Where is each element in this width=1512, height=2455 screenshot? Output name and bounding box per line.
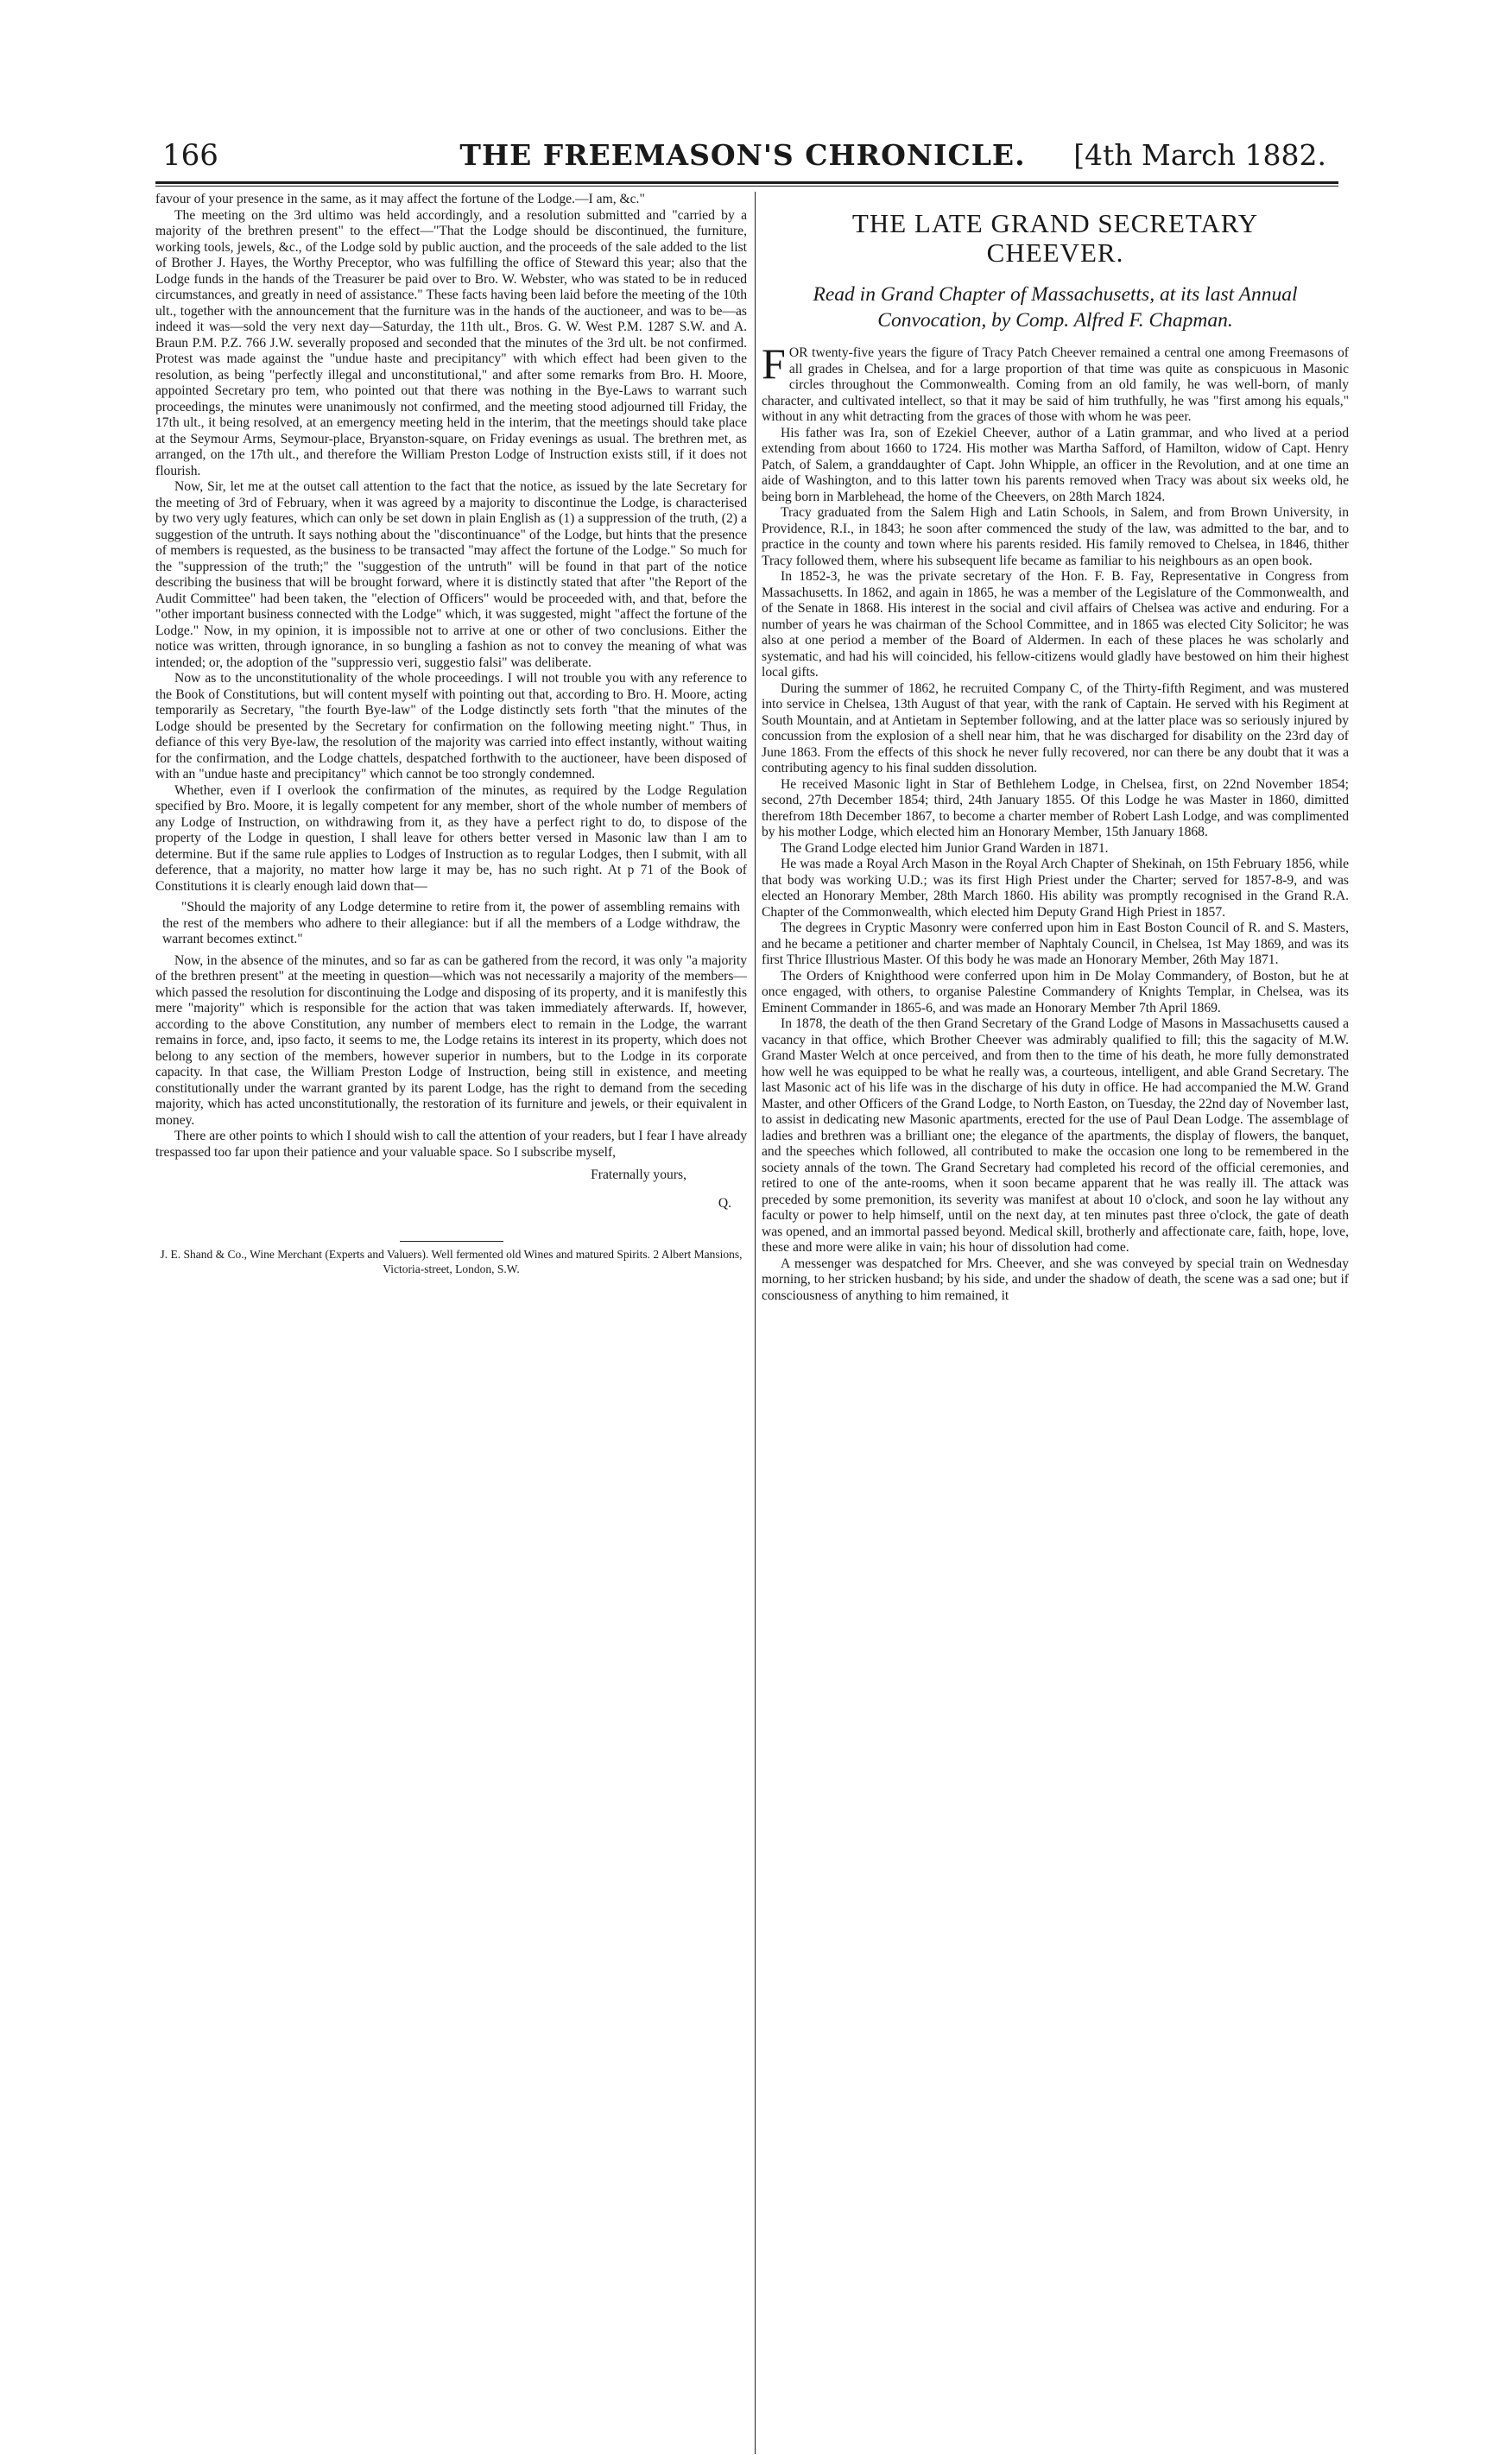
letter-signoff: Fraternally yours,	[591, 1167, 686, 1182]
letter-paragraph: Whether, even if I overlook the confirmation of the minutes, as required by the Lodge Regulation specified by Bro. Moore, it is legally competent for any member, short of the whole number of members of any Lodge of Instruction, on withdrawing from it, as they have a perfect right to do, to dispose of the property of the Lodge in question, I shall leave for others better versed in Masonic law than I am to determine. But if the same rule applies to Lodges of Instruction as to regular Lodges, then I submit, with all deference, that a majority, no matter how large it may be, has no such right. At p 71 of the Book of Constitutions it is clearly enough laid down that—	[155, 782, 747, 894]
letter-paragraph: The meeting on the 3rd ultimo was held accordingly, and a resolution submitted and "carried by a majority of the brethren present" to the effect—"That the Lodge should be discontinued, the furniture, working tools, jewels, &c., of the Lodge sold by public auction, and the proceeds of the sale added to the list of Brother J. Hayes, the Worthy Preceptor, who was fulfilling the office of Steward this year; also that the Lodge funds in the hands of the Treasurer be paid over to Bro. W. Webster, who was stated to be in reduced circumstances, and greatly in need of assistance." These facts having been laid before the meeting of the 10th ult., together with the announcement that the furniture was in the hands of the auctioneer, and was to be—as indeed it was—sold the very next day—Saturday, the 11th ult., Bros. G. W. West P.M. 1287 S.W. and A. Braun P.M. P.Z. 766 J.W. severally proposed and seconded that the minutes of the 3rd ult. be not confirmed. Protest was made against the "undue haste and precipitancy" with which effect had been given to the resolution, as being "perfectly illegal and unconstitutional," and after some remarks from Bro. H. Moore, appointed Secretary pro tem, who pointed out that there was nothing in the Bye-Laws to warrant such proceedings, the minutes were unanimously not confirmed, and the meeting stood adjourned till Friday, the 17th ult., it being resolved, at an emergency meeting held in the interim, that the meetings should take place at the Seymour Arms, Seymour-place, Bryanston-square, on Friday evenings as usual. The brethren met, as arranged, on the 17th ult., and therefore the William Preston Lodge of Instruction exists still, if it does not flourish.	[155, 207, 747, 478]
article-paragraph	[762, 339, 1349, 426]
drop-cap: F	[762, 339, 786, 388]
letter-initial: Q.	[718, 1195, 731, 1211]
letter-paragraph: Now as to the unconstitutionality of the whole proceedings. I will not trouble you with any reference to the Book of Constitutions, but will content myself with pointing out that, according to Bro. H. Moore, acting temporarily as Secretary, "the fourth Bye-law" of the Lodge distinctly sets forth "that the minutes of the Lodge should be presented by the Secretary for confirmation on the following meeting night." Thus, in defiance of this very Bye-law, the resolution of the majority was carried into effect instantly, without waiting for the confirmation, and the Lodge chattels, despatched forthwith to the auctioneer, have been disposed of with an "undue haste and precipitancy" which cannot be too strongly condemned.	[155, 671, 747, 781]
right-column	[762, 193, 1349, 1304]
letter-paragraph: Now, Sir, let me at the outset call attention to the fact that the notice, as issued by the late Secretary for the meeting of 3rd of February, when it was agreed by a majority to discontinue the Lodge, is characterised by two very ugly features, which can only be set down in plain English as (1) a suppression of the truth, (2) a suggestion of the untruth. It says nothing about the "discontinuance" of the Lodge, but hints that the presence of members is requested, as the business to be transacted "may affect the fortune of the Lodge." So much for the "suppression of the truth;" the "suggestion of the untruth" will be found in that part of the notice describing the business that will be brought forward, where it is distinctly stated that after "the Report of the Audit Committee" had been taken, the "election of Officers" would be proceeded with, and that, before the "other important business connected with the Lodge" which, it was suggested, might "affect the fortune of the Lodge." Now, in my opinion, it is impossible not to arrive at one or other of two conclusions. Either the notice was written, through ignorance, in so bungling a fashion as not to convey the meaning of what was intended; or, the adoption of the "suppressio veri, suggestio falsi" was deliberate.	[155, 479, 747, 670]
header-rule	[155, 181, 1338, 184]
header-rule-thin	[155, 186, 1338, 187]
article-paragraph: Tracy graduated from the Salem High and Latin Schools, in Salem, and from Brown University, in Providence, R.I., in 1843; he soon after commenced the study of the law, was admitted to the bar, and to practice in the county and town where his parents resided. His family removed to Chelsea, in 1846, thither Tracy followed them, where his subsequent life became as familiar to his neighbours as an open book.	[762, 505, 1349, 568]
article-subtitle: Read in Grand Chapter of Massachusetts, at its last Annual Convocation, by Comp. Alfred F. Chapman.	[813, 283, 1298, 332]
article-title	[762, 209, 1349, 268]
article-paragraph: He was made a Royal Arch Mason in the Royal Arch Chapter of Shekinah, on 15th February 1856, while that body was working U.D.; was its first High Priest under the Charter; served for 1857-8-9, and was elected an Honorary Member, 28th March 1860. His ability was promptly recognised in the Grand R.A. Chapter of the Commonwealth, which elected him Deputy Grand High Priest in 1857.	[762, 857, 1349, 920]
letter-paragraph: There are other points to which I should wish to call the attention of your readers, but I fear I have already trespassed too far upon their patience and your valuable space. So I subscribe myself,	[155, 1129, 747, 1160]
constitution-quote: "Should the majority of any Lodge determine to retire from it, the power of assembling remains with the rest of the members who adhere to their allegiance: but if all the members of a Lodge withdraw, the warrant becomes extinct."	[162, 900, 740, 946]
article-first-text: OR twenty-five years the figure of Tracy Patch Cheever remained a central one among Freemasons of all grades in Chelsea, and for a large proportion of that time was quite as conspicuous in Masonic circles throughout the Commonwealth. Coming from an old family, he was well-born, of manly character, and cultivated intellect, so that it may be said of him truthfully, he was "first among his equals," without in any whit detracting from the graces of those with whom he was peer.	[762, 345, 1349, 424]
left-column	[155, 192, 747, 1276]
letter-paragraph: Now, in the absence of the minutes, and so far as can be gathered from the record, it was only "a majority of the brethren present" at the meeting in question—which was not necessarily a majority of the members—which passed the resolution for discontinuing the Lodge and disposing of its property, and it is manifestly this mere "majority" which is responsible for the action that was taken immediately afterwards. If, however, according to the above Constitution, any number of members elect to remain in the Lodge, the warrant remains in force, and, ipso facto, it seems to me, the Lodge retains its interest in its property, which does not belong to any section of the members, however superior in numbers, but to the Lodge in its corporate capacity. In that case, the William Preston Lodge of Instruction, being still in existence, and meeting constitutionally under the warrant granted by its parent Lodge, has the right to demand from the seceding majority, which has acted unconstitutionally, the restoration of its furniture and jewels, or their equivalent in money.	[155, 952, 748, 1128]
article-title-line: CHEEVER.	[986, 237, 1124, 268]
article-paragraph: The Orders of Knighthood were conferred upon him in De Molay Commandery, of Boston, but he at once engaged, with others, to organise Palestine Commandery of Knights Templar, in Chelsea, was its Eminent Commander in 1865-6, and was made an Honorary Member 7th April 1869.	[762, 968, 1349, 1016]
article-paragraph: During the summer of 1862, he recruited Company C, of the Thirty-fifth Regiment, and was mustered into service in Chelsea, 13th August of that year, with the rank of Captain. He served with his Regiment at South Mountain, and at Antietam in September following, and at the latter place was so seriously injured by concussion from the explosion of a shell near him, that he was discharged for disability on the 23rd day of June 1863. From the effects of this shock he never fully recovered, nor can there be any doubt that it was a contributing agency to his final sudden dissolution.	[762, 680, 1349, 775]
article-title-line: THE LATE GRAND SECRETARY	[851, 208, 1259, 238]
column-divider	[755, 192, 756, 2454]
article-paragraph: In 1878, the death of the then Grand Secretary of the Grand Lodge of Masons in Massachusetts caused a vacancy in that office, which Brother Cheever was admirably qualified to fill; this the sagacity of M.W. Grand Master Welch at once perceived, and from then to the time of his death, he more fully demonstrated how well he was equipped to be what he really was, a courteous, intelligent, and able Grand Secretary. The last Masonic act of his life was in the discharge of his duty in office. He had accompanied the M.W. Grand Master, and other Officers of the Grand Lodge, to North Easton, on Tuesday, the 22nd day of November last, to assist in dedicating new Masonic apartments, erected for the use of Paul Dean Lodge. The assemblage of ladies and brethren was a brilliant one; the elegance of the apartments, the display of flowers, the banquet, and the speeches which followed, all contributed to make the occasion one long to be remembered in the society annals of the town. The Grand Secretary had completed his record of the official ceremonies, and retired to one of the ante-rooms, when it soon became apparent that he was really ill. The attack was preceded by some premonition, its severity was manifest at about 10 o'clock, and soon he lay without any faculty or power to help himself, until on the next day, at ten minutes past three o'clock, the gate of death was opened, and an immortal passed beyond. Medical skill, brotherly and affectionate care, faith, hope, love, these and more were alike in vain; his hour of dissolution had come.	[762, 1016, 1349, 1255]
masthead-title: THE FREEMASON'S CHRONICLE.	[459, 138, 1026, 172]
article-paragraph: In 1852-3, he was the private secretary of the Hon. F. B. Fay, Representative in Congress from Massachusetts. In 1862, and again in 1865, he was a member of the Legislature of the Commonwealth, and of the Senate in 1868. His interest in the social and civil affairs of Chelsea was active and enduring. For a number of years he was chairman of the School Committee, and in 1865 was elected City Solicitor; he was also at one period a member of the Board of Aldermen. In each of these places he was scholarly and systematic, and had his will coincided, his fellow-citizens would gladly have bestowed on him their highest local gifts.	[762, 569, 1349, 680]
article-paragraph: The Grand Lodge elected him Junior Grand Warden in 1871.	[781, 840, 1109, 856]
page-header	[155, 138, 1330, 180]
article-paragraph: A messenger was despatched for Mrs. Cheever, and she was conveyed by special train on Wednesday morning, to her stricken husband; by his side, and under the shadow of death, the scene was a sad one; but if consciousness of anything to him remained, it	[762, 1256, 1349, 1303]
wine-advertisement: J. E. Shand & Co., Wine Merchant (Experts and Valuers). Well fermented old Wines and matured Spirits. 2 Albert Mansions, Victoria-street, London, S.W.	[160, 1248, 743, 1275]
letter-paragraph: favour of your presence in the same, as it may affect the fortune of the Lodge.—I am, &c."	[155, 192, 645, 206]
article-paragraph: He received Masonic light in Star of Bethlehem Lodge, in Chelsea, first, on 22nd November 1854; second, 27th December 1854; third, 24th January 1855. Of this Lodge he was Master in 1860, dimitted therefrom 18th December 1867, to become a charter member of Robert Lash Lodge, and was complimented by his mother Lodge, which elected him an Honorary Member, 15th January 1868.	[762, 776, 1349, 839]
article-paragraph: The degrees in Cryptic Masonry were conferred upon him in East Boston Council of R. and S. Masters, and he became a petitioner and charter member of Naphtaly Council, in Chelsea, 1st May 1869, and was its first Thrice Illustrious Master. Of this body he was made an Honorary Member, 26th May 1871.	[762, 921, 1349, 967]
ad-divider	[400, 1241, 503, 1242]
issue-date: [4th March 1882.	[1073, 138, 1326, 172]
page-number: 166	[162, 138, 218, 173]
article-paragraph: His father was Ira, son of Ezekiel Cheever, author of a Latin grammar, and who lived at a period extending from about 1660 to 1724. His mother was Martha Safford, of Hamilton, widow of Capt. Henry Patch, of Salem, a granddaughter of Capt. John Whipple, an officer in the Revolution, and at one time an aide of Washington, and to this latter town his parents removed when Tracy was about six weeks old, he being born in Marblehead, the home of the Cheevers, on 28th March 1824.	[762, 425, 1349, 504]
